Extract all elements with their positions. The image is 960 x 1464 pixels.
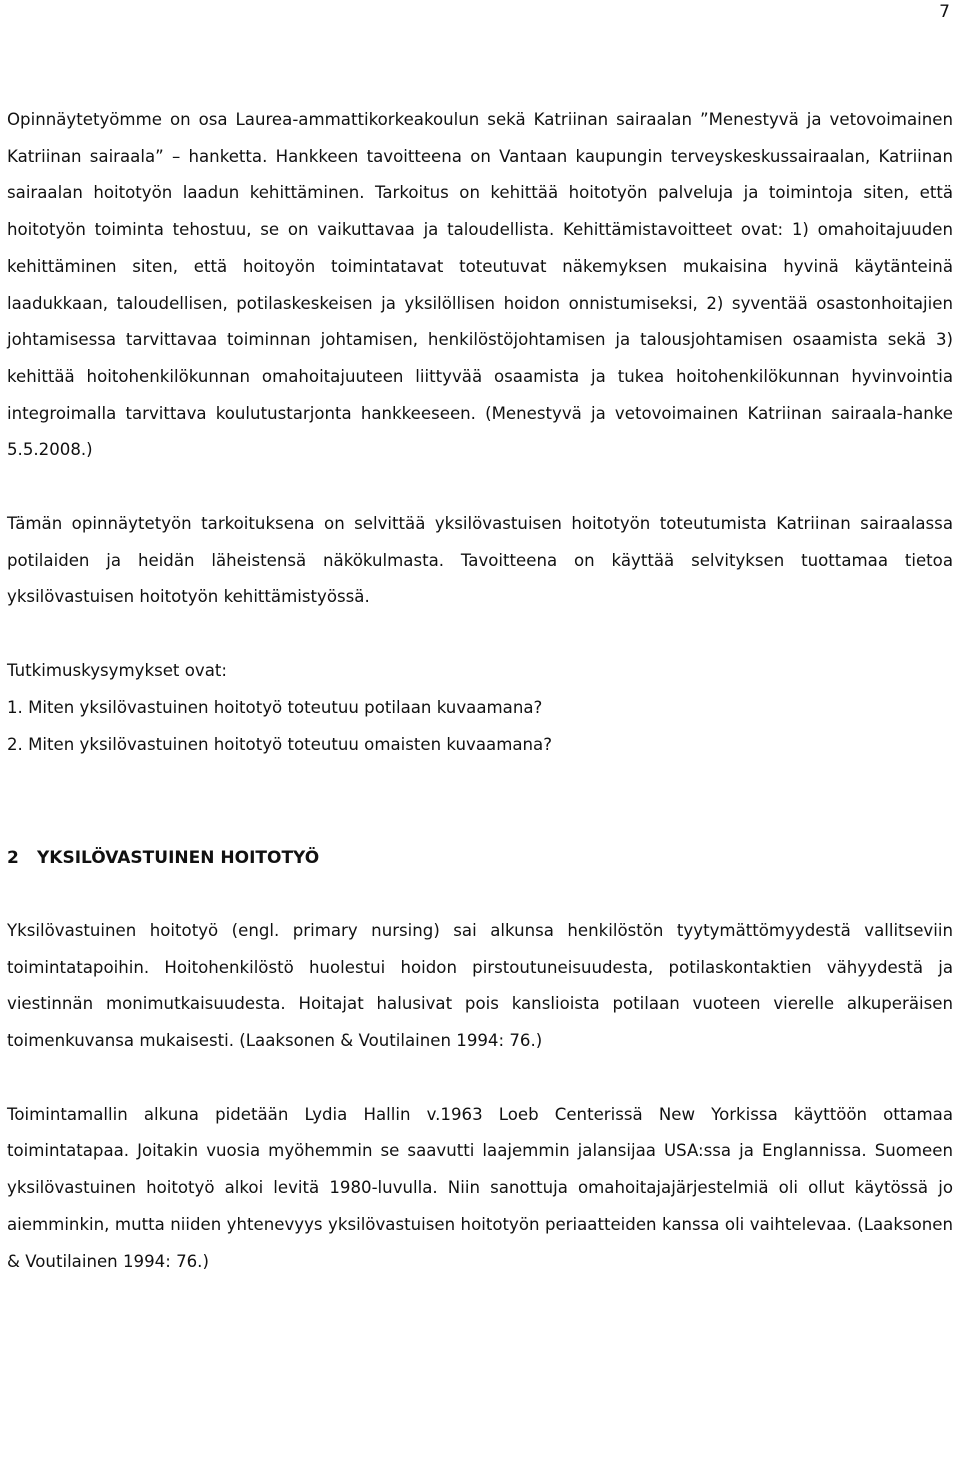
page-number: 7 [939,2,950,22]
purpose-paragraph: Tämän opinnäytetyön tarkoituksena on selvittää yksilövastuisen hoitotyön toteutumista Katriinan sairaalassa potilaiden ja heidän läheistensä näkökulmasta. Tavoitteena on käyttää selvityksen tuottamaa tietoa yksilövastuisen hoitotyön kehittämistyössä. [7,514,953,607]
section-heading [7,840,953,877]
history-paragraph: Toimintamallin alkuna pidetään Lydia Hallin v.1963 Loeb Centerissä New Yorkissa käyttöön ottamaa toimintatapaa. Joitakin vuosia myöhemmin se saavutti laajemmin jalansijaa USA:ssa ja Englannissa. Suomeen yksilövastuinen hoitotyö alkoi levitä 1980-luvulla. Niin sanottuja omahoitajajärjestelmiä oli ollut käytössä jo aiemminkin, mutta niiden yhtenevyys yksilövastuisen hoitotyön periaatteiden kanssa oli vaihtelevaa. (Laaksonen & Voutilainen 1994: 76.) [7,1104,953,1271]
research-questions-list [7,690,953,763]
research-questions-label: Tutkimuskysymykset ovat: [7,661,227,681]
section-number: 2 [7,848,19,869]
primary-nursing-paragraph: Yksilövastuinen hoitotyö (engl. primary nursing) sai alkunsa henkilöstön tyytymättömyydestä vallitseviin toimintatapoihin. Hoitohenkilöstö huolestui hoidon pirstoutuneisuudesta, potilaskontaktien vähyydestä ja viestinnän monimutkaisuudesta. Hoitajat halusivat pois kanslioista potilaan vuoteen vierelle alkuperäisen toimenkuvansa mukaisesti. (Laaksonen & Voutilainen 1994: 76.) [7,920,953,1051]
list-item: 2. Miten yksilövastuinen hoitotyö toteutuu omaisten kuvaamana? [7,734,553,754]
document-body [7,102,953,1280]
list-item: 1. Miten yksilövastuinen hoitotyö toteutuu potilaan kuvaamana? [7,697,543,717]
section-title: YKSILÖVASTUINEN HOITOTYÖ [37,848,320,869]
intro-paragraph: Opinnäytetyömme on osa Laurea-ammattikorkeakoulun sekä Katriinan sairaalan ”Menestyvä ja vetovoimainen Katriinan sairaala” – hanketta. Hankkeen tavoitteena on Vantaan kaupungin terveyskeskussairaalan, Katriinan sairaalan hoitotyön laadun kehittäminen. Tarkoitus on kehittää hoitotyön palveluja ja toimintoja siten, että hoitotyön toiminta tehostuu, se on vaikuttavaa ja taloudellista. Kehittämistavoitteet ovat: 1) omahoitajuuden kehittäminen siten, että hoitoyön toimintatavat toteutuvat näkemyksen mukaisina hyvinä käytänteinä laadukkaan, taloudellisen, potilaskeskeisen ja yksilöllisen hoidon onnistumiseksi, 2) syventää osastonhoitajien johtamisessa tarvittavaa toiminnan johtamisen, henkilöstöjohtamisen ja talousjohtamisen osaamista sekä 3) kehittää hoitohenkilökunnan omahoitajuuteen liittyvää osaamista ja tukea hoitohenkilökunnan hyvinvointia integroimalla tarvittava koulutustarjonta hankkeeseen. (Menestyvä ja vetovoimainen Katriinan sairaala-hanke 5.5.2008.) [7,110,953,460]
